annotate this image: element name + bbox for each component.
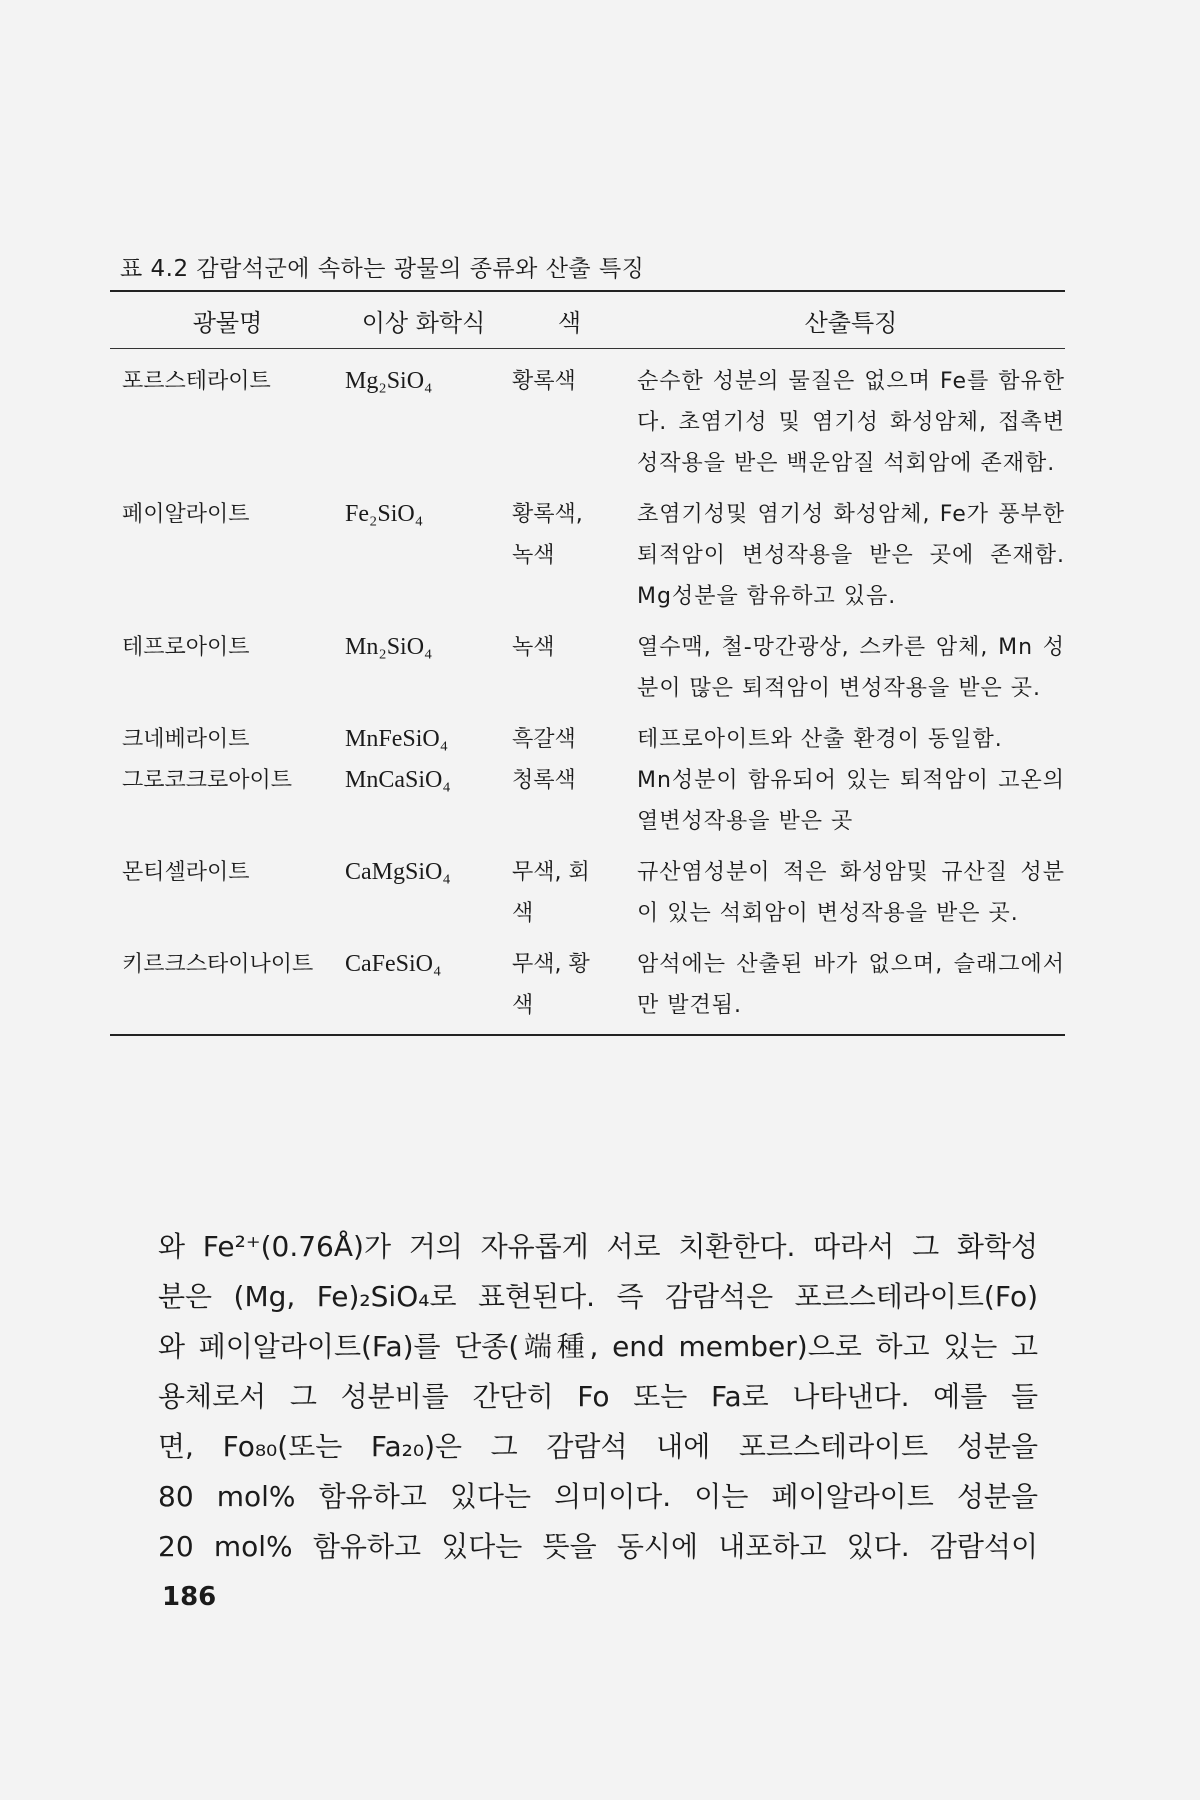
mineral-color: 황록색, 녹색 (512, 502, 583, 568)
mineral-name: 그로코크로아이트 (122, 768, 293, 793)
table-row (110, 484, 1065, 617)
header-formula: 이상 화학식 (361, 308, 486, 337)
mineral-occurrence: 암석에는 산출된 바가 없으며, 슬래그에서만 발견됨. (637, 952, 1065, 1018)
body-line: 80 mol% 함유하고 있다는 의미이다. 이는 페이알라이트 성분을 (158, 1480, 1038, 1513)
mineral-formula: Fe₂SiO₄ (345, 501, 424, 527)
mineral-occurrence: 열수맥, 철-망간광상, 스카른 암체, Mn 성분이 많은 퇴적암이 변성작용을 받은 곳. (637, 635, 1065, 701)
mineral-color: 황록색 (512, 369, 576, 394)
mineral-name: 몬티셀라이트 (122, 860, 250, 885)
table-bottom-rule (110, 1034, 1065, 1036)
page-number: 186 (162, 1582, 217, 1612)
mineral-occurrence: 순수한 성분의 물질은 없으며 Fe를 함유한다. 초염기성 및 염기성 화성암체, 접촉변성작용을 받은 백운암질 석회암에 존재함. (637, 369, 1065, 476)
mineral-name: 페이알라이트 (122, 502, 250, 527)
mineral-occurrence: Mn성분이 함유되어 있는 퇴적암이 고온의 열변성작용을 받은 곳 (637, 768, 1065, 834)
mineral-formula: Mn₂SiO₄ (345, 634, 433, 660)
mineral-formula: MnCaSiO₄ (345, 767, 451, 793)
mineral-name: 크네베라이트 (122, 727, 250, 752)
mineral-color: 흑갈색 (512, 727, 576, 752)
mineral-name: 포르스테라이트 (122, 369, 271, 394)
mineral-formula: CaMgSiO₄ (345, 859, 451, 885)
body-line: 면, Fo₈₀(또는 Fa₂₀)은 그 감람석 내에 포르스테라이트 성분을 (158, 1430, 1038, 1463)
body-line: 와 페이알라이트(Fa)를 단종(端種, end member)으로 하고 있는 고 (158, 1330, 1038, 1363)
mineral-occurrence: 테프로아이트와 산출 환경이 동일함. (637, 727, 1003, 752)
table-row (110, 349, 1065, 484)
body-paragraph (158, 1222, 1038, 1572)
mineral-color: 무색, 회색 (512, 860, 590, 926)
table-row (110, 934, 1065, 1034)
table-row (110, 842, 1065, 934)
mineral-occurrence: 초염기성및 염기성 화성암체, Fe가 풍부한 퇴적암이 변성작용을 받은 곳에 존재함. Mg성분을 함유하고 있음. (637, 502, 1065, 609)
table-row (110, 709, 1065, 760)
body-line: 20 mol% 함유하고 있다는 뜻을 동시에 내포하고 있다. 감람석이 (158, 1530, 1038, 1563)
mineral-formula: MnFeSiO₄ (345, 726, 449, 752)
mineral-formula: CaFeSiO₄ (345, 951, 442, 977)
table-row (110, 617, 1065, 709)
mineral-occurrence: 규산염성분이 적은 화성암및 규산질 성분이 있는 석회암이 변성작용을 받은 곳. (637, 860, 1065, 926)
mineral-formula: Mg₂SiO₄ (345, 368, 433, 394)
mineral-name: 키르크스타이나이트 (122, 952, 314, 977)
mineral-color: 무색, 황색 (512, 952, 590, 1018)
table-caption: 표 4.2 감람석군에 속하는 광물의 종류와 산출 특징 (120, 256, 645, 282)
body-line: 분은 (Mg, Fe)₂SiO₄로 표현된다. 즉 감람석은 포르스테라이트(Fo) (158, 1280, 1038, 1313)
header-mineral-name: 광물명 (192, 308, 263, 337)
body-line: 용체로서 그 성분비를 간단히 Fo 또는 Fa로 나타낸다. 예를 들 (158, 1380, 1038, 1413)
mineral-color: 녹색 (512, 635, 555, 660)
header-occurrence: 산출특징 (804, 308, 898, 337)
table-header-row (110, 292, 1065, 349)
mineral-name: 테프로아이트 (122, 635, 250, 660)
body-line: 와 Fe²⁺(0.76Å)가 거의 자유롭게 서로 치환한다. 따라서 그 화학성 (158, 1230, 1038, 1263)
table-row (110, 760, 1065, 842)
mineral-table (110, 290, 1065, 1036)
mineral-color: 청록색 (512, 768, 576, 793)
header-color: 색 (557, 308, 582, 337)
